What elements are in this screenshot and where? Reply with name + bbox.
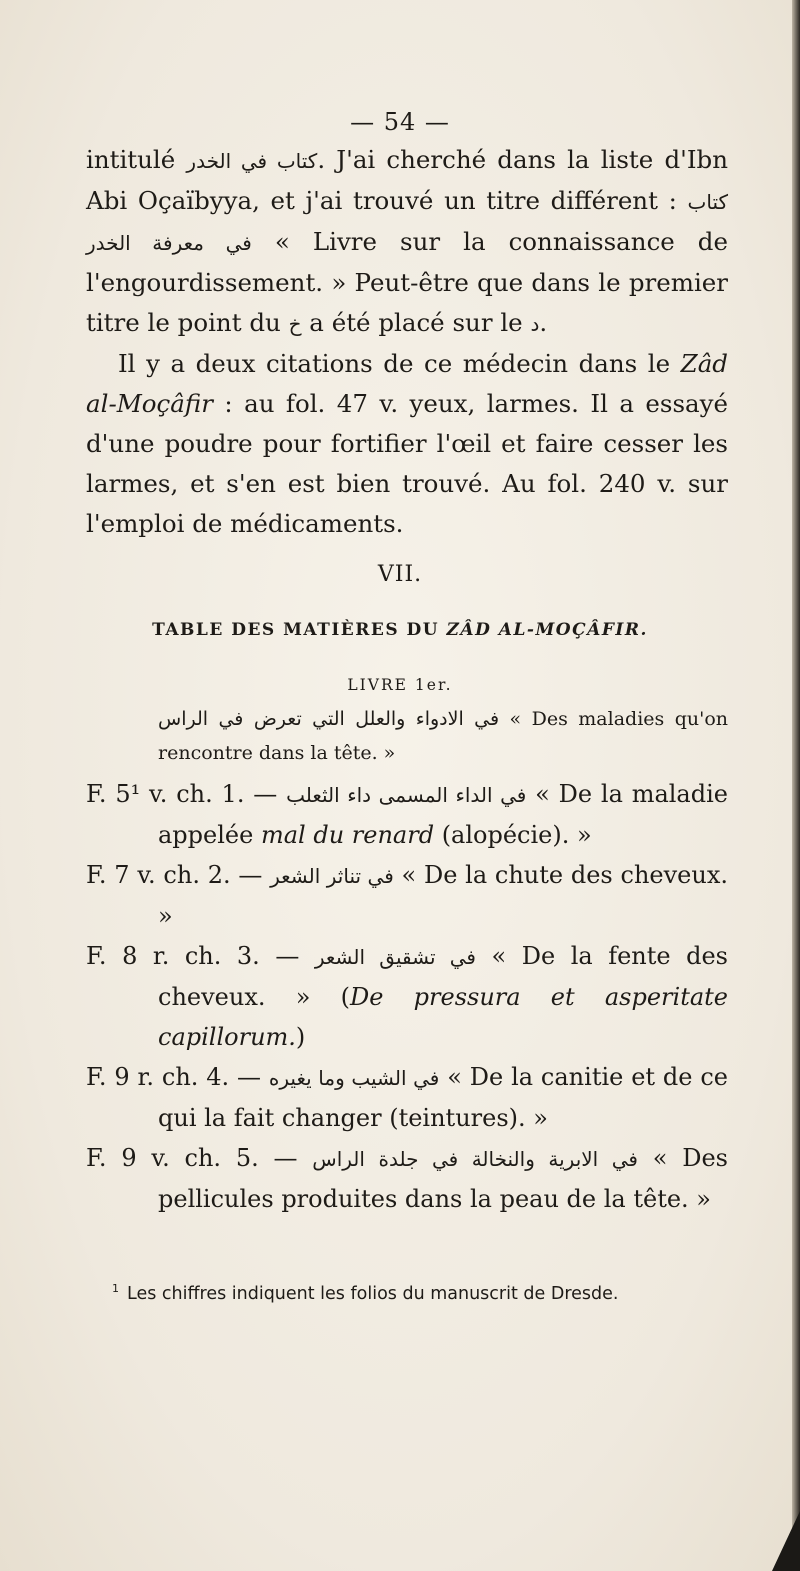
text-run: intitulé — [86, 145, 187, 174]
text-run: « Des maladies qu'on rencontre dans la tête. » — [158, 708, 729, 764]
book-title: Zâd al-Moçâfir — [86, 349, 728, 418]
livre-heading: LIVRE 1er. — [347, 676, 453, 694]
paragraph-1 — [86, 140, 728, 344]
book-intro — [86, 702, 728, 770]
text-run: Il y a deux citations de ce médecin dans le — [118, 349, 681, 378]
chapter-text: « Des pellicules produites dans la peau de la tête. » — [158, 1144, 728, 1213]
chapter-text: « De la fente des cheveux. » ( — [158, 942, 728, 1011]
chapter-text: « De la canitie et de ce qui la fait changer (teintures). » — [158, 1063, 728, 1132]
chapter-text: « De la chute des cheveux. » — [158, 861, 728, 930]
arabic-chapter-title: في الداء المسمى داء الثعلب — [286, 783, 527, 807]
chapter-text: « De la maladie appelée — [158, 780, 728, 849]
folio-ref: F. 8 r. ch. 3. — — [86, 942, 315, 970]
toc-entries — [86, 702, 728, 1219]
arabic-title-2: كتاب في معرفة الخدر — [86, 190, 728, 255]
arabic-chapter-title: في الابرية والنخالة في جلدة الراس — [312, 1147, 638, 1171]
folio-ref: F. 5¹ v. ch. 1. — — [86, 780, 287, 808]
toc-entry — [86, 1138, 728, 1219]
chapter-italic: mal du renard — [260, 821, 435, 849]
folio-ref: F. 9 r. ch. 4. — — [86, 1063, 269, 1091]
arabic-chapter-title: في تشقيق الشعر — [314, 945, 476, 969]
chapter-italic: De pressura et asperitate capillorum. — [158, 983, 728, 1051]
paragraph-2 — [86, 344, 728, 544]
body-text — [86, 140, 728, 544]
page-number: — 54 — — [350, 108, 450, 136]
chapter-text: ) — [295, 1023, 306, 1051]
text-run: a été placé sur le — [301, 308, 531, 337]
arabic-chapter-title: في الشيب وما يغيره — [268, 1066, 440, 1090]
chapter-text: (alopécie). » — [434, 821, 592, 849]
toc-entry — [86, 774, 728, 855]
section-number: VII. — [377, 562, 423, 587]
folio-ref: F. 7 v. ch. 2. — — [86, 861, 271, 889]
arabic-letter: خ — [288, 312, 302, 336]
arabic-text: في الادواء والعلل التي تعرض في الراس — [158, 708, 500, 730]
toc-entry — [86, 855, 728, 936]
toc-entry — [86, 1057, 728, 1138]
text-run: . J'ai cherché dans la liste d'Ibn Abi Oçaïbyya, et j'ai trouvé un titre différent : — [86, 145, 728, 215]
arabic-chapter-title: في تناثر الشعر — [270, 864, 394, 888]
toc-entry — [86, 936, 728, 1057]
toc-title — [0, 620, 800, 640]
folio-ref: F. 9 v. ch. 5. — — [86, 1144, 313, 1172]
arabic-title-1: كتاب في الخدر — [186, 149, 318, 173]
page-edge — [792, 0, 800, 1571]
text-run: . — [539, 308, 548, 337]
toc-title-italic: ZÂD AL-MOÇÂFIR. — [446, 620, 648, 640]
toc-title-prefix: TABLE DES MATIÈRES DU — [152, 620, 447, 640]
arabic-letter: د — [530, 312, 540, 336]
text-run: « Livre sur la connaissance de l'engourdissement. » Peut-être que dans le premier titre le point du — [86, 227, 728, 337]
entry-list — [86, 774, 728, 1219]
footnote-text: Les chiffres indiquent les folios du manuscrit de Dresde. — [127, 1283, 619, 1304]
footnote-mark: 1 — [112, 1282, 119, 1295]
page-corner — [772, 1511, 800, 1571]
text-run: : au fol. 47 v. yeux, larmes. Il a essayé d'une poudre pour fortifier l'œil et faire cesser les larmes, et s'en est bien trouvé. Au fol. 240 v. sur l'emploi de médicaments. — [86, 389, 728, 538]
footnote — [112, 1282, 732, 1304]
